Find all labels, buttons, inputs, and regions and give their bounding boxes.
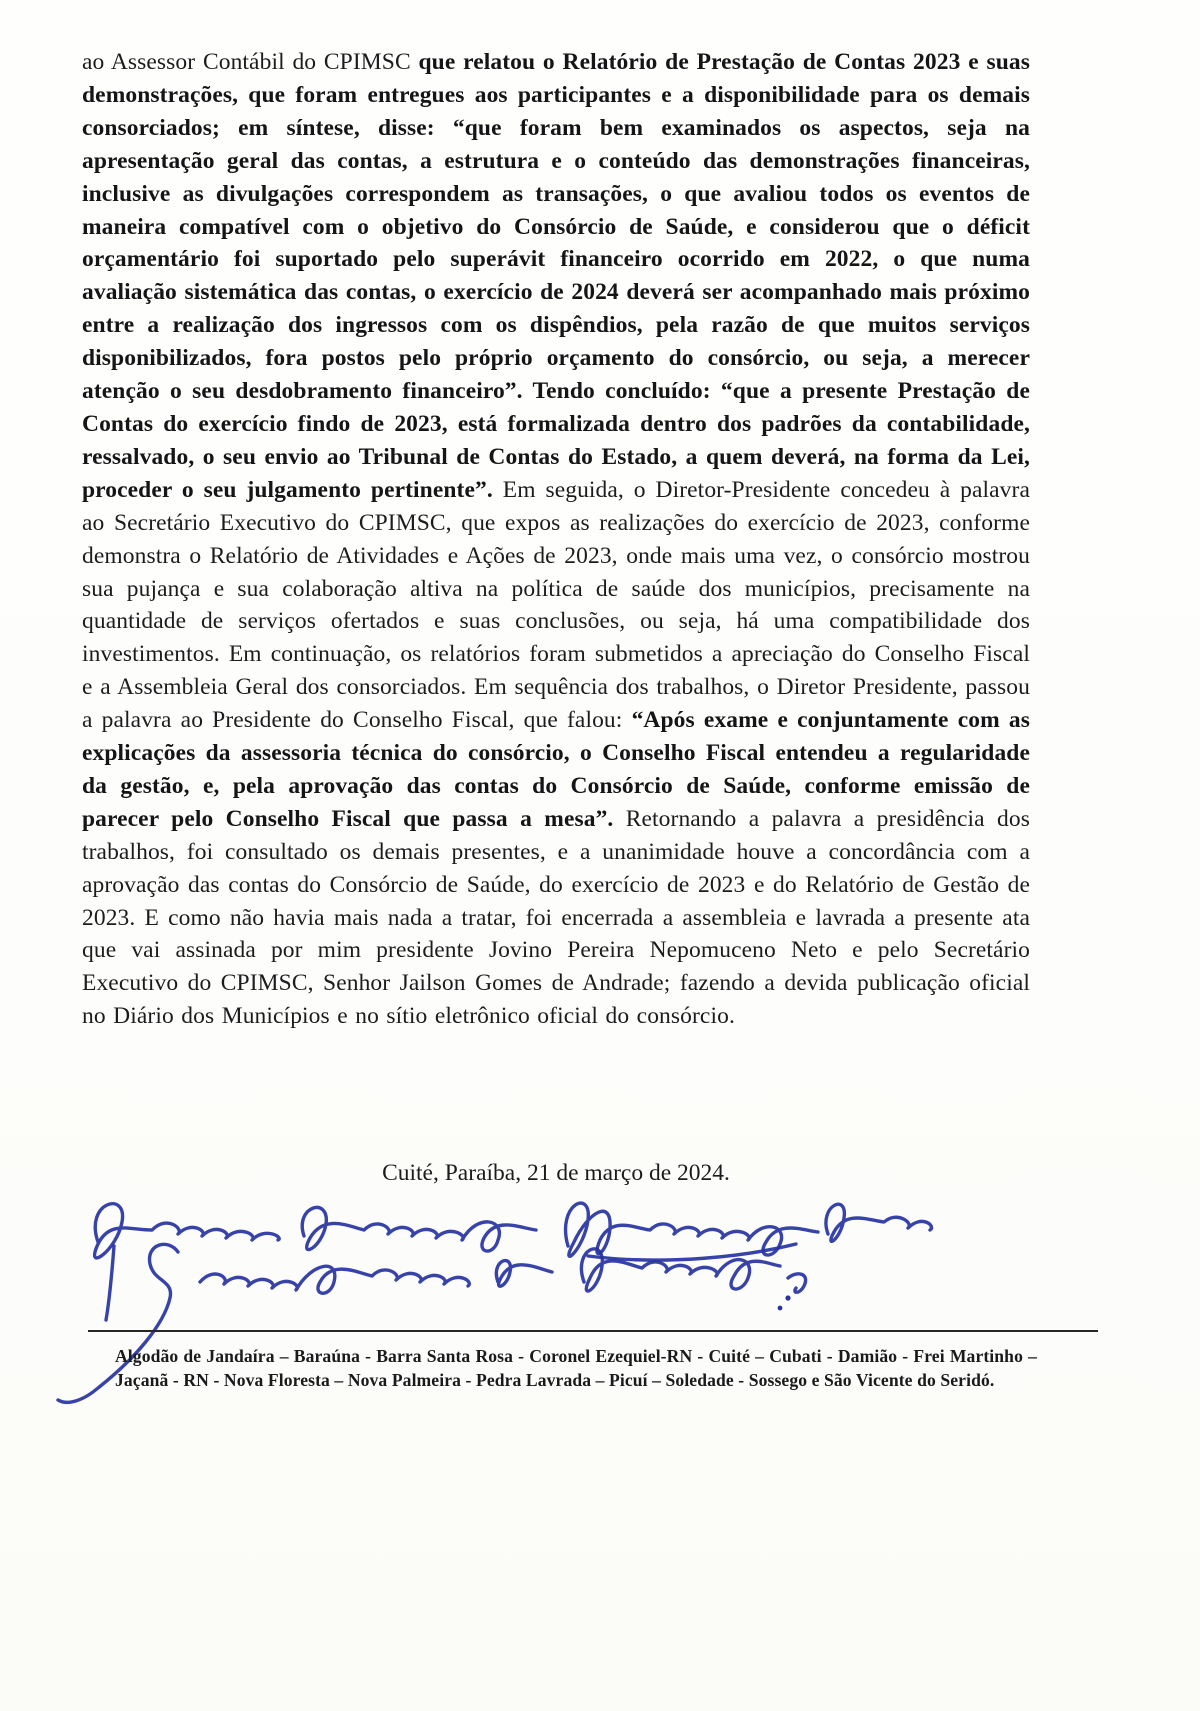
signature-stroke: [95, 1204, 280, 1258]
signature-flourish: [588, 1244, 796, 1260]
paragraph-segment: Retornando a palavra a presidência dos trabalhos, foi consultado os demais presentes, e a unanimidade houve a concordância com a aprovação das contas do Consórcio de Saúde, do exercício de 2023 e do Relatório de Gestão de 2023. E como não havia mais nada a tratar, foi encerrada a assembleia e lavrada a presente ata que vai assinada por mim presidente Jovino Pereira Nepomuceno Neto e pelo Secretário Executivo do CPIMSC, Senhor Jailson Gomes de Andrade; fazendo a devida publicação oficial no Diário dos Municípios e no sítio eletrônico oficial do consórcio.: [82, 805, 1030, 1030]
signature-stroke: [106, 1246, 114, 1320]
signature-stroke: [581, 1249, 780, 1291]
date-line: Cuité, Paraíba, 21 de março de 2024.: [382, 1160, 730, 1186]
signature-stroke: [496, 1261, 552, 1287]
signature-flourish: [788, 1274, 806, 1292]
signature-stroke: [200, 1266, 469, 1293]
paragraph-segment-bold: “Após exame e conjuntamente com as explicações da assessoria técnica do consórcio, o Conselho Fiscal entendeu a regularidade da gestão, e, pela aprovação das contas do Consórcio de Saúde, conforme emissão de parecer pelo Conselho Fiscal que passa a mesa”.: [82, 707, 1030, 832]
body-paragraph: [82, 46, 1030, 1033]
signature-ink-dot: [778, 1306, 783, 1311]
paragraph-segment: ao Assessor Contábil do CPIMSC: [82, 49, 419, 75]
footer-municipalities: Algodão de Jandaíra – Baraúna - Barra Santa Rosa - Coronel Ezequiel-RN - Cuité – Cubati - Damião - Frei Martinho – Jaçanã - RN - Nova Floresta – Nova Palmeira - Pedra Lavrada – Picuí – Soledade - Sossego e São Vicente do Seridó.: [115, 1346, 1037, 1391]
signature-jovino-pereira-nepomuceno-neto: [95, 1203, 932, 1260]
signature-stroke: [566, 1203, 818, 1256]
signature-stroke: [302, 1207, 536, 1251]
footer-divider: [88, 1330, 1098, 1332]
paragraph-segment-bold: que relatou o Relatório de Prestação de Contas 2023 e suas demonstrações, que foram entregues aos participantes e a disponibilidade para os demais consorciados; em síntese, disse: “que foram bem examinados os aspectos, seja na apresentação geral das contas, a estrutura e o conteúdo das demonstrações financeiras, inclusive as divulgações correspondem as transações, o que avaliou todos os eventos de maneira compatível com o objetivo do Consórcio de Saúde, e considerou que o déficit orçamentário foi suportado pelo superávit financeiro ocorrido em 2022, o que numa avaliação sistemática das contas, o exercício de 2024 deverá ser acompanhado mais próximo entre a realização dos ingressos com os dispêndios, pela razão de que muitos serviços disponibilizados, fora postos pelo próprio orçamento do consórcio, ou seja, a merecer atenção o seu desdobramento financeiro”. Tendo concluído: “que a presente Prestação de Contas do exercício findo de 2023, está formalizada dentro dos padrões da contabilidade, ressalvado, o seu envio ao Tribunal de Contas do Estado, a quem deverá, na forma da Lei, proceder o seu julgamento pertinente”.: [82, 49, 1030, 503]
paragraph-segment: Em seguida, o Diretor-Presidente concedeu à palavra ao Secretário Executivo do CPIMSC, que expos as realizações do exercício de 2023, conforme demonstra o Relatório de Atividades e Ações de 2023, onde mais uma vez, o consórcio mostrou sua pujança e sua colaboração altiva na política de saúde dos municípios, precisamente na quantidade de serviços ofertados e suas conclusões, ou seja, há uma compatibilidade dos investimentos. Em continuação, os relatórios foram submetidos a apreciação do Conselho Fiscal e a Assembleia Geral dos consorciados. Em sequência dos trabalhos, o Diretor Presidente, passou a palavra ao Presidente do Conselho Fiscal, que falou:: [82, 476, 1030, 734]
signature-ink-dot: [785, 1295, 790, 1300]
signature-stroke: [826, 1204, 931, 1241]
